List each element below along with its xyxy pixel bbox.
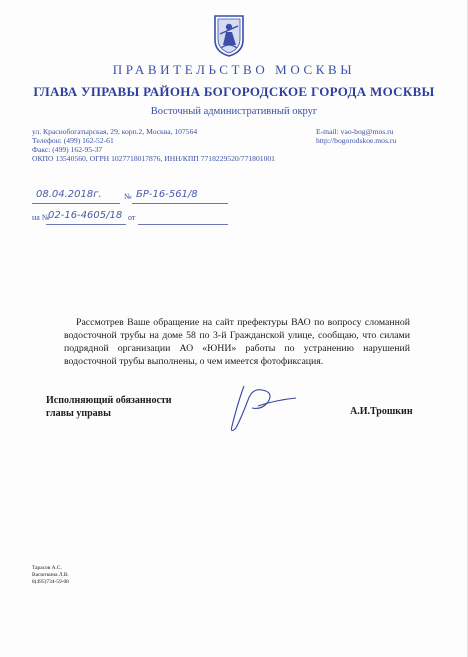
signer-name: А.И.Трошкин — [350, 406, 413, 417]
signer-position — [46, 394, 172, 420]
site-line: http://bogorodskoe.mos.ru — [316, 136, 397, 145]
executor-info — [32, 565, 69, 586]
ref-prefix: на № — [32, 213, 50, 222]
number-underline — [132, 203, 228, 204]
executor-line-2: Васюткина Л.В. — [32, 572, 69, 578]
phone-line: Телефон: (499) 162-52-61 — [32, 136, 114, 145]
government-name: ПРАВИТЕЛЬСТВО МОСКВЫ — [112, 62, 356, 77]
district-name: Восточный административный округ — [150, 106, 318, 117]
ref-number-underline — [46, 224, 126, 225]
registration-row-2 — [32, 210, 232, 226]
letter-body-text: Рассмотрев Ваше обращение на сайт префектуры ВАО по вопросу сломанной водосточной трубы на доме 58 по 3-й Гражданской улице, сообщаю, что силами подрядной организации АО «ЮНИ» работы по устранению нарушений водосточной трубы выполнены, о чем имеется фотофиксация. — [64, 317, 410, 367]
outgoing-date: 08.04.2018г. — [36, 189, 102, 200]
number-prefix: № — [124, 192, 132, 201]
ref-date-underline — [138, 224, 228, 225]
position-line-1: Исполняющий обязанности — [46, 395, 172, 406]
letter-body — [64, 316, 410, 368]
fax-line: Факс: (499) 162-95-37 — [32, 145, 103, 154]
moscow-coat-of-arms-icon — [212, 14, 246, 58]
date-underline — [32, 203, 120, 204]
address-line: ул. Краснобогатырская, 29, корп.2, Москва, 107564 — [32, 127, 198, 136]
email-line: E-mail: vao-bog@mos.ru — [316, 127, 394, 136]
address-block — [32, 127, 275, 163]
handwritten-signature — [222, 378, 302, 438]
executor-phone: 8(495)734-59-08 — [32, 579, 69, 585]
contacts-block — [316, 127, 396, 145]
authority-title: ГЛАВА УПРАВЫ РАЙОНА БОГОРОДСКОЕ ГОРОДА МОСКВЫ — [33, 84, 435, 99]
executor-line-1: Тарасов А.С. — [32, 565, 62, 571]
ref-number: 02-16-4605/18 — [48, 210, 123, 221]
position-line-2: главы управы — [46, 408, 111, 419]
ref-from: от — [128, 213, 136, 222]
outgoing-number: БР-16-561/8 — [136, 189, 198, 200]
codes-line: ОКПО 13540560, ОГРН 1027718017876, ИНН/КПП 7718229520/771801001 — [32, 154, 275, 163]
registration-row-1 — [32, 189, 232, 205]
